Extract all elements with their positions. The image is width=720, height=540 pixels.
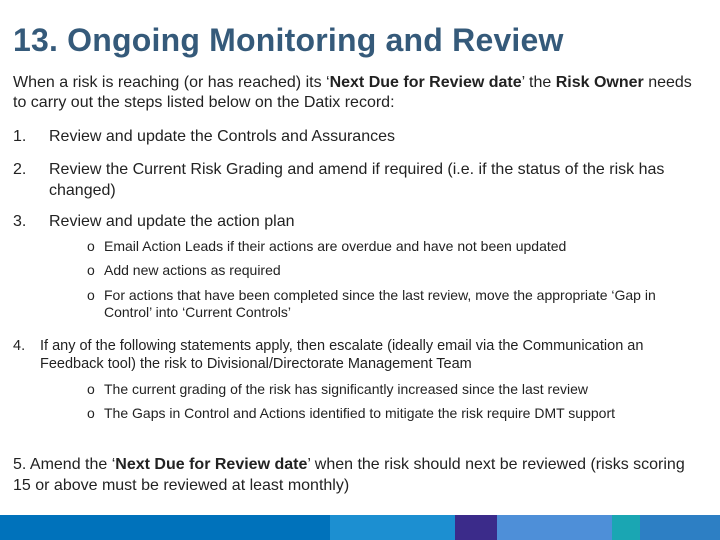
step-5-text-1: 5. Amend the ‘ [13,456,116,473]
step-5-paragraph [13,454,703,496]
sub-bullet-text: For actions that have been completed since the last review, move the appropriate ‘Gap in Control’ into ‘Current Controls’ [104,287,656,320]
footer-segment [455,515,497,540]
sub-bullet-text: Email Action Leads if their actions are overdue and have not been updated [104,238,567,254]
sub-bullet-text: Add new actions as required [104,262,281,278]
step-number: 4. [13,338,26,354]
bullet-marker: o [87,405,95,421]
step-4-text: If any of the following statements apply, then escalate (ideally email via the Communication an Feedback tool) the risk to Divisional/Directorate Management Team [40,338,644,372]
step-text: Review the Current Risk Grading and amend if required (i.e. if the status of the risk has changed) [49,161,665,199]
intro-paragraph [13,73,703,113]
footer-segment [640,515,720,540]
step-5-text-2: ’ when the risk should next be reviewed (risks scoring 15 or above must be reviewed at least monthly) [13,456,685,494]
bullet-marker: o [87,287,95,303]
intro-bold-risk-owner: Risk Owner [555,74,644,91]
footer-segment [330,515,455,540]
step-text: Review and update the Controls and Assurances [49,128,395,145]
step-number: 1. [13,128,27,145]
footer-color-band [0,515,720,540]
step-text: Review and update the action plan [49,213,295,230]
sub-bullet-text: The Gaps in Control and Actions identified to mitigate the risk require DMT support [104,405,615,421]
step-5-bold-due-date: Next Due for Review date [115,456,308,473]
intro-text-1: When a risk is reaching (or has reached) its ‘ [13,74,330,91]
intro-bold-due-date: Next Due for Review date [329,74,522,91]
bullet-marker: o [87,238,95,254]
sub-bullet-text: The current grading of the risk has significantly increased since the last review [104,381,589,397]
footer-segment [612,515,640,540]
intro-text-2: ’ the [521,74,556,91]
intro-text-3: needs to carry out the steps listed below on the Datix record: [13,74,692,111]
footer-segment [0,515,330,540]
step-number: 2. [13,161,27,178]
bullet-marker: o [87,262,95,278]
bullet-marker: o [87,381,95,397]
slide-title: 13. Ongoing Monitoring and Review [13,22,564,58]
footer-segment [497,515,612,540]
step-number: 3. [13,213,27,230]
